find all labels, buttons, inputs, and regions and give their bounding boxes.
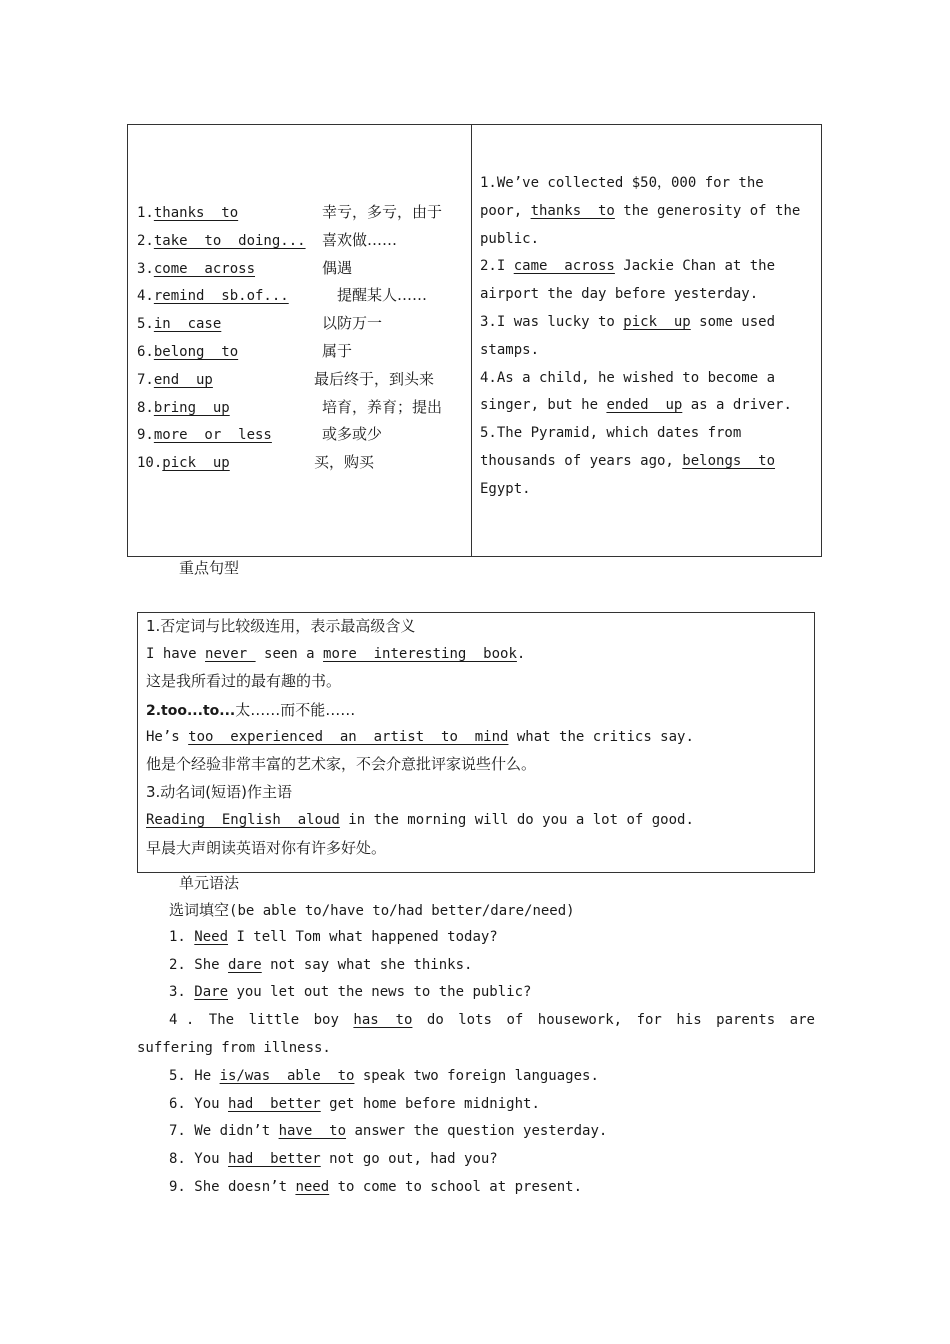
grammar-item-text: you let out the news to the public? — [228, 984, 532, 1001]
grammar-item-text: not go out, had you? — [320, 1151, 498, 1168]
phrase-number: 5. — [137, 316, 154, 333]
example-sentence — [480, 365, 810, 421]
phrase-chinese: 买，购买 — [314, 453, 375, 472]
grammar-item-text: 7. We didn’t — [169, 1123, 279, 1140]
example-sentence — [480, 420, 810, 503]
phrase-chinese: 幸亏，多亏，由于 — [322, 203, 443, 221]
grammar-item — [137, 1174, 815, 1202]
grammar-item-4-line-1: 4 . The little boy has to do lots of housework, for his parents are — [169, 1012, 815, 1029]
phrase-chinese: 属于 — [322, 342, 353, 360]
pattern-3-translation: 早晨大声朗读英语对你有许多好处。 — [146, 838, 387, 857]
sentence-pattern-box — [137, 612, 815, 873]
phrase-row — [137, 420, 467, 448]
phrase-row — [137, 337, 467, 365]
example-sentence — [480, 253, 810, 309]
grammar-item — [137, 1091, 815, 1119]
grammar-item — [137, 1063, 815, 1091]
phrase-number: 9. — [137, 427, 154, 444]
example-text: Jackie Chan at the airport the day before yesterday. — [480, 258, 776, 303]
pattern-3-title: 3.动名词(短语)作主语 — [146, 783, 293, 802]
example-answer: pick up — [623, 313, 691, 330]
grammar-item-text: speak two foreign languages. — [354, 1067, 599, 1084]
grammar-item-text: answer the question yesterday. — [346, 1123, 608, 1140]
phrase-number: 6. — [137, 344, 154, 360]
grammar-item — [137, 1118, 815, 1146]
example-text: some used stamps. — [480, 313, 776, 358]
phrase-number: 8. — [137, 399, 154, 416]
grammar-item-answer: Need — [194, 928, 229, 945]
example-answer: ended up — [606, 397, 683, 414]
grammar-item-4-line-2: suffering from illness. — [137, 1039, 331, 1056]
grammar-item-answer: is/was able to — [219, 1067, 355, 1084]
phrase-english: belong to — [153, 344, 239, 360]
phrase-number: 4. — [137, 288, 154, 305]
pattern-1-title: 1.否定词与比较级连用，表示最高级含义 — [146, 617, 416, 635]
pattern-2-translation: 他是个经验非常丰富的艺术家，不会介意批评家说些什么。 — [146, 755, 537, 774]
phrase-row — [137, 254, 467, 282]
table-column-divider — [471, 125, 472, 556]
grammar-item-answer: dare — [228, 956, 262, 973]
vocabulary-table — [127, 124, 822, 557]
example-text: 1.We’ve collected $50，000 for the poor, — [480, 175, 764, 219]
grammar-item — [137, 924, 815, 952]
grammar-item — [137, 952, 815, 980]
phrase-row — [137, 198, 467, 226]
phrase-chinese: 以防万一 — [322, 314, 383, 333]
grammar-item-answer: have to — [278, 1123, 347, 1140]
grammar-item-text: not say what she thinks. — [261, 956, 473, 973]
phrase-number: 10. — [137, 455, 163, 472]
grammar-item-text: to come to school at present. — [329, 1178, 583, 1195]
pattern-2-title: 2.too...to...太……而不能…… — [146, 701, 356, 720]
phrase-chinese: 喜欢做…… — [322, 230, 398, 249]
grammar-instruction: 选词填空(be able to/have to/had better/dare/need) — [169, 901, 575, 919]
grammar-item-text: 3. — [169, 984, 195, 1001]
example-answer: thanks to — [530, 202, 615, 219]
pattern-1-translation: 这是我所看过的最有趣的书。 — [146, 672, 342, 691]
phrase-number: 7. — [137, 371, 154, 388]
grammar-item-text: 1. — [169, 928, 195, 945]
example-text: 5.The Pyramid, which dates from thousands of years ago, — [480, 425, 742, 469]
example-answer: came across — [513, 258, 615, 275]
grammar-item — [137, 1146, 815, 1174]
phrase-english: end up — [153, 371, 213, 388]
grammar-item-text: get home before midnight. — [320, 1095, 540, 1112]
grammar-item — [137, 979, 815, 1007]
phrase-english: pick up — [162, 455, 230, 472]
section-heading-grammar: 单元语法 — [179, 874, 240, 892]
grammar-item-text: 5. He — [169, 1067, 220, 1084]
pattern-1-example: I have never seen a more interesting book. — [146, 645, 526, 662]
example-answer: belongs to — [682, 452, 776, 469]
phrase-chinese: 提醒某人…… — [337, 286, 428, 305]
phrase-row — [137, 281, 467, 309]
grammar-item-text: 6. You — [169, 1095, 229, 1112]
phrase-english: thanks to — [153, 205, 239, 221]
phrase-english: bring up — [153, 399, 230, 416]
grammar-exercise — [137, 896, 815, 1202]
phrase-row — [137, 393, 467, 421]
grammar-item-text: I tell Tom what happened today? — [228, 928, 498, 945]
example-sentence — [480, 170, 810, 253]
phrase-english: in case — [153, 316, 222, 333]
phrase-row — [137, 309, 467, 337]
grammar-item-answer: Dare — [194, 984, 229, 1001]
grammar-items — [137, 924, 815, 1007]
example-text: Egypt. — [480, 480, 531, 497]
phrase-chinese: 偶遇 — [322, 258, 353, 277]
grammar-items — [137, 1063, 815, 1202]
phrase-number: 2. — [137, 232, 154, 249]
phrase-chinese: 或多或少 — [322, 425, 383, 444]
grammar-item-answer: had better — [228, 1095, 321, 1112]
pattern-3-example: Reading English aloud in the morning will do you a lot of good. — [146, 811, 694, 828]
pattern-2-example: He’s too experienced an artist to mind what the critics say. — [146, 728, 694, 745]
phrase-chinese: 最后终于，到头来 — [314, 369, 435, 388]
grammar-item-text: 2. She — [169, 956, 229, 973]
phrase-english: more or less — [153, 427, 272, 444]
example-sentences — [480, 170, 810, 504]
phrase-english: remind sb.of... — [153, 288, 289, 305]
phrase-row — [137, 448, 467, 476]
grammar-item-answer: had better — [228, 1151, 321, 1168]
phrase-row — [137, 226, 467, 254]
phrase-english: come across — [153, 260, 256, 277]
phrase-number: 3. — [137, 260, 154, 277]
example-text: 4.As a child, he wished to become a singer, but he — [480, 369, 776, 414]
phrase-number: 1. — [137, 205, 154, 221]
example-text: as a driver. — [682, 397, 792, 414]
example-text: 3.I was lucky to — [480, 313, 624, 330]
example-sentence — [480, 309, 810, 365]
phrase-row — [137, 365, 467, 393]
example-text: 2.I — [480, 258, 514, 275]
example-text: the generosity of the public. — [480, 202, 801, 247]
grammar-item-text: 9. She doesn’t — [169, 1178, 296, 1195]
grammar-item-answer: need — [295, 1178, 330, 1195]
phrase-english: take to doing... — [153, 232, 306, 249]
section-heading-sentence-patterns: 重点句型 — [179, 559, 240, 577]
grammar-item-text: 8. You — [169, 1151, 229, 1168]
phrase-chinese: 培育，养育；提出 — [322, 397, 443, 416]
